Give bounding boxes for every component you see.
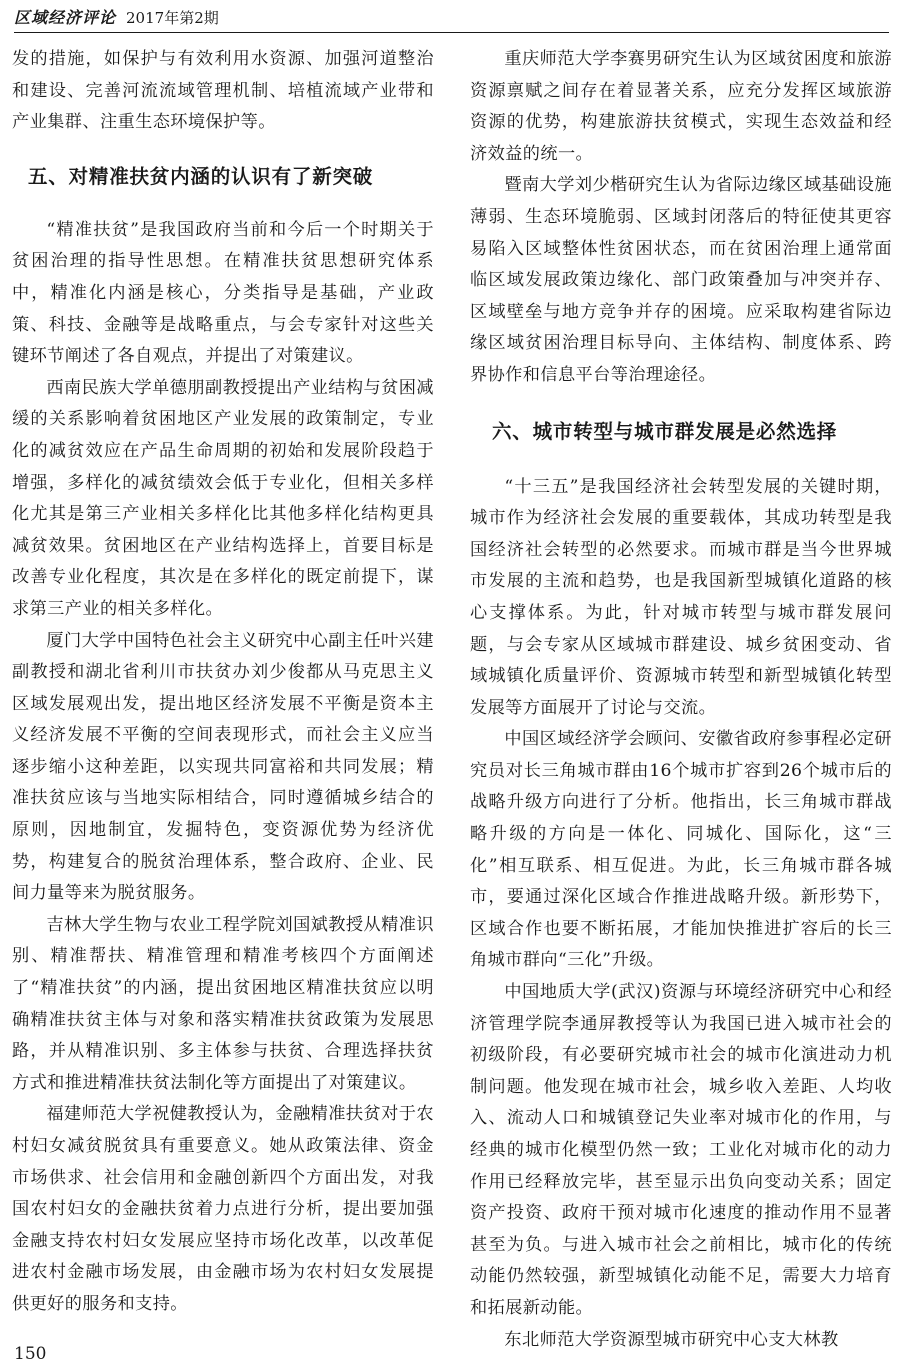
issue-label: 2017年第2期 (126, 9, 219, 27)
section-heading: 五、对精准扶贫内涵的认识有了新突破 (28, 164, 374, 188)
paragraph: 福建师范大学祝健教授认为，金融精准扶贫对于农村妇女减贫脱贫具有重要意义。她从政策法律、资金市场供求、社会信用和金融创新四个方面出发，对我国农村妇女的金融扶贫着力点进行分析，提出要加强金融支持农村妇女发展应坚持市场化改革，以改革促进农村金融市场发展，由金融市场为农村妇女发展提供更好的服务和支持。 (12, 1104, 434, 1314)
paragraph: 中国区域经济学会顾问、安徽省政府参事程必定研究员对长三角城市群由16个城市扩容到26个城市后的战略升级方向进行了分析。他指出，长三角城市群战略升级的方向是一体化、同城化、国际化，这“三化”相互联系、相互促进。为此，长三角城市群各城市，要通过深化区域合作推进战略升级。新形势下，区域合作也要不断拓展，才能加快推进扩容后的长三角城市群向“三化”升级。 (470, 729, 892, 971)
paragraph: 中国地质大学(武汉)资源与环境经济研究中心和经济管理学院李通屏教授等认为我国已进入城市社会的初级阶段，有必要研究城市社会的城市化演进动力机制问题。他发现在城市社会，城乡收入差距、人均收入、流动人口和城镇登记失业率对城市化的作用，与经典的城市化模型仍然一致；工业化对城市化的动力作用已经释放完毕，甚至显示出负向变动关系；固定资产投资、政府干预对城市化速度的推动作用不显著甚至为负。与进入城市社会之前相比，城市化的传统动能仍然较强，新型城镇化动能不足，需要大力培育和拓展新动能。 (470, 982, 892, 1318)
paragraph: 东北师范大学资源型城市研究中心支大林教 (504, 1329, 839, 1350)
paragraph: 吉林大学生物与农业工程学院刘国斌教授从精准识别、精准帮扶、精准管理和精准考核四个方面阐述了“精准扶贫”的内涵，提出贫困地区精准扶贫应以明确精准扶贫主体与对象和落实精准扶贫政策为发展思路，并从精准识别、多主体参与扶贫、合理选择扶贫方式和推进精准扶贫法制化等方面提出了对策建议。 (12, 914, 434, 1093)
running-header (14, 6, 889, 33)
paragraph: “精准扶贫”是我国政府当前和今后一个时期关于贫困治理的指导性思想。在精准扶贫思想研究体系中，精准化内涵是核心，分类指导是基础，产业政策、科技、金融等是战略重点，与会专家针对这些关键环节阐述了各自观点，并提出了对策建议。 (12, 219, 434, 367)
paragraph: 发的措施，如保护与有效利用水资源、加强河道整治和建设、完善河流流域管理机制、培植流域产业带和产业集群、注重生态环境保护等。 (12, 49, 434, 133)
right-column (470, 44, 892, 1356)
paragraph: 重庆师范大学李赛男研究生认为区域贫困度和旅游资源禀赋之间存在着显著关系，应充分发挥区域旅游资源的优势，构建旅游扶贫模式，实现生态效益和经济效益的统一。 (470, 49, 892, 164)
paragraph: 暨南大学刘少楷研究生认为省际边缘区域基础设施薄弱、生态环境脆弱、区域封闭落后的特征使其更容易陷入区域整体性贫困状态，而在贫困治理上通常面临区域发展政策边缘化、部门政策叠加与冲突并存、区域壁垒与地方竞争并存的困境。应采取构建省际边缘区域贫困治理目标导向、主体结构、制度体系、跨界协作和信息平台等治理途径。 (470, 175, 892, 385)
page-number: 150 (14, 1344, 47, 1364)
section-heading: 六、城市转型与城市群发展是必然选择 (492, 419, 838, 443)
paragraph: 西南民族大学单德朋副教授提出产业结构与贫困减缓的关系影响着贫困地区产业发展的政策制定，专业化的减贫效应在产品生命周期的初始和发展阶段趋于增强，多样化的减贫绩效会低于专业化，但相关多样化尤其是第三产业相关多样化比其他多样化结构更具减贫效果。贫困地区在产业结构选择上，首要目标是改善专业化程度，其次是在多样化的既定前提下，谋求第三产业的相关多样化。 (12, 377, 434, 619)
left-column (12, 44, 434, 1321)
paragraph: “十三五”是我国经济社会转型发展的关键时期，城市作为经济社会发展的重要载体，其成功转型是我国经济社会转型的必然要求。而城市群是当今世界城市发展的主流和趋势，也是我国新型城镇化道路的核心支撑体系。为此，针对城市转型与城市群发展问题，与会专家从区域城市群建设、城乡贫困变动、省域城镇化质量评价、资源城市转型和新型城镇化转型发展等方面展开了讨论与交流。 (470, 476, 892, 718)
paragraph: 厦门大学中国特色社会主义研究中心副主任叶兴建副教授和湖北省利川市扶贫办刘少俊都从马克思主义区域发展观出发，提出地区经济发展不平衡是资本主义经济发展不平衡的空间表现形式，而社会主义应当逐步缩小这种差距，以实现共同富裕和共同发展；精准扶贫应该与当地实际相结合，同时遵循城乡结合的原则，因地制宜，发掘特色，变资源优势为经济优势，构建复合的脱贫治理体系，整合政府、企业、民间力量等来为脱贫服务。 (12, 630, 434, 904)
journal-title: 区域经济评论 (14, 8, 117, 27)
